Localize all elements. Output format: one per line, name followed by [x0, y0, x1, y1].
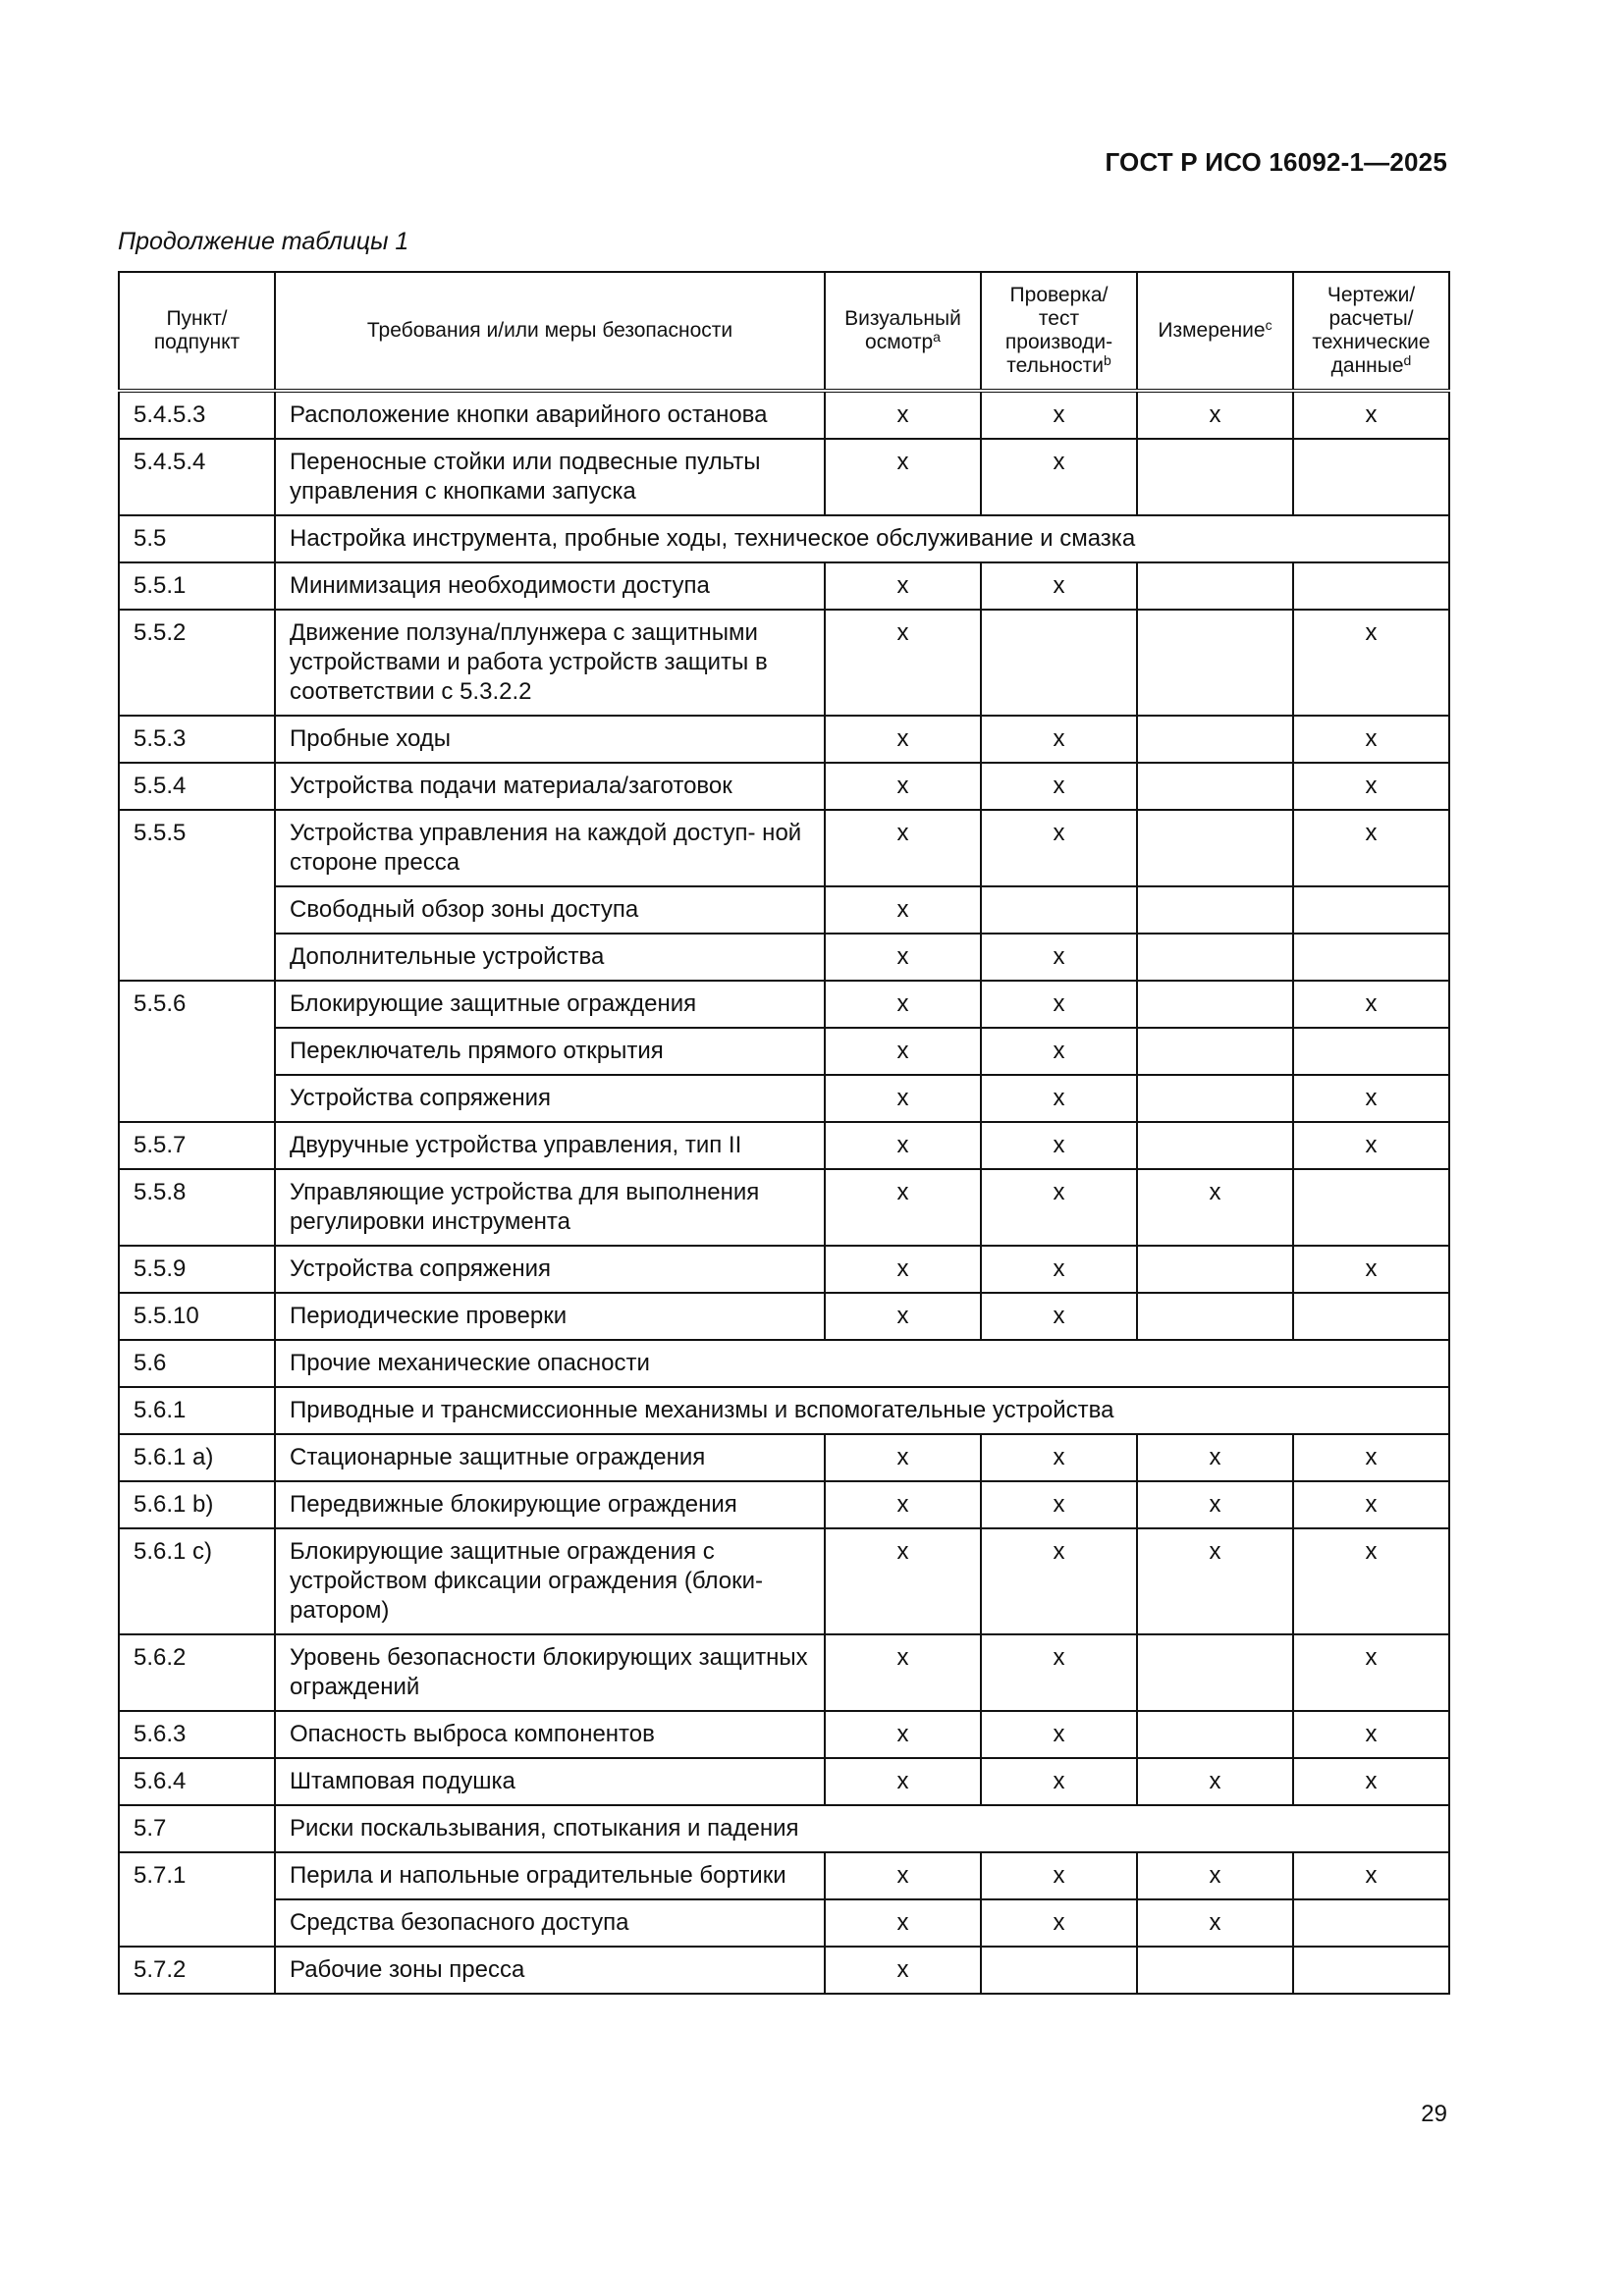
clause-number-cell: 5.7.1: [119, 1852, 275, 1947]
column-header-text: Визуальный осмотр: [844, 307, 961, 353]
check-mark-cell: x: [1293, 1634, 1449, 1711]
table-row: [119, 515, 1449, 562]
check-mark-cell: [1137, 1075, 1293, 1122]
page-number: 29: [1421, 2101, 1447, 2127]
check-mark-cell: [1137, 1293, 1293, 1340]
check-mark-cell: [1293, 1899, 1449, 1947]
clause-number-cell: 5.6: [119, 1340, 275, 1387]
column-header-text: Чертежи/ расчеты/ технические данные: [1312, 284, 1431, 377]
check-mark-cell: [1137, 610, 1293, 716]
check-mark-cell: x: [1293, 1758, 1449, 1805]
column-header-text: Измерение: [1158, 319, 1266, 342]
table-row: [119, 1758, 1449, 1805]
check-mark-cell: x: [981, 934, 1137, 981]
clause-number-cell: 5.4.5.3: [119, 391, 275, 439]
check-mark-cell: [1137, 981, 1293, 1028]
footnote-marker: b: [1103, 352, 1111, 368]
requirement-cell: Переносные стойки или подвесные пульты управления с кнопками запуска: [275, 439, 825, 515]
column-header-text: Требования и/или меры безопасности: [366, 319, 733, 342]
section-title-cell: Настройка инструмента, пробные ходы, техническое обслуживание и смазка: [275, 515, 1449, 562]
clause-number-cell: 5.5.7: [119, 1122, 275, 1169]
table-row: [119, 810, 1449, 886]
check-mark-cell: x: [1137, 1758, 1293, 1805]
check-mark-cell: x: [981, 981, 1137, 1028]
requirement-cell: Уровень безопасности блокирующих защитных ограждений: [275, 1634, 825, 1711]
check-mark-cell: [1137, 716, 1293, 763]
table-row: [119, 562, 1449, 610]
requirement-cell: Опасность выброса компонентов: [275, 1711, 825, 1758]
clause-number-cell: 5.5.4: [119, 763, 275, 810]
requirement-cell: Свободный обзор зоны доступа: [275, 886, 825, 934]
check-mark-cell: x: [825, 716, 981, 763]
check-mark-cell: x: [981, 716, 1137, 763]
check-mark-cell: x: [1137, 1528, 1293, 1634]
check-mark-cell: x: [1293, 1075, 1449, 1122]
clause-number-cell: 5.7.2: [119, 1947, 275, 1994]
check-mark-cell: x: [981, 1293, 1137, 1340]
clause-number-cell: 5.6.1 b): [119, 1481, 275, 1528]
check-mark-cell: [1137, 934, 1293, 981]
check-mark-cell: x: [981, 1634, 1137, 1711]
footnote-marker: c: [1265, 317, 1272, 333]
check-mark-cell: x: [1293, 763, 1449, 810]
table-row: [119, 934, 1449, 981]
check-mark-cell: x: [825, 1122, 981, 1169]
table-row: [119, 391, 1449, 439]
check-mark-cell: x: [825, 1434, 981, 1481]
check-mark-cell: [981, 1947, 1137, 1994]
check-mark-cell: [1293, 1947, 1449, 1994]
requirement-cell: Устройства сопряжения: [275, 1075, 825, 1122]
check-mark-cell: [981, 610, 1137, 716]
check-mark-cell: x: [1293, 1246, 1449, 1293]
check-mark-cell: [1137, 562, 1293, 610]
clause-number-cell: 5.5.10: [119, 1293, 275, 1340]
requirement-cell: Стационарные защитные ограждения: [275, 1434, 825, 1481]
check-mark-cell: x: [825, 1293, 981, 1340]
table-row: [119, 1947, 1449, 1994]
table-row: [119, 981, 1449, 1028]
check-mark-cell: [1293, 1293, 1449, 1340]
check-mark-cell: x: [981, 1246, 1137, 1293]
clause-number-cell: 5.6.1 c): [119, 1528, 275, 1634]
check-mark-cell: [1293, 1169, 1449, 1246]
column-header: [275, 272, 825, 391]
check-mark-cell: [1137, 763, 1293, 810]
table-caption: Продолжение таблицы 1: [118, 228, 409, 255]
table-header-row: [119, 272, 1449, 391]
table-body: [119, 391, 1449, 1994]
clause-number-cell: 5.5.9: [119, 1246, 275, 1293]
table-row: [119, 1169, 1449, 1246]
check-mark-cell: x: [1293, 1852, 1449, 1899]
check-mark-cell: [1137, 1028, 1293, 1075]
check-mark-cell: [1293, 934, 1449, 981]
table-row: [119, 763, 1449, 810]
check-mark-cell: x: [825, 1947, 981, 1994]
check-mark-cell: x: [981, 810, 1137, 886]
check-mark-cell: [1137, 1634, 1293, 1711]
check-mark-cell: x: [1137, 1899, 1293, 1947]
check-mark-cell: x: [981, 1169, 1137, 1246]
check-mark-cell: x: [1293, 391, 1449, 439]
clause-number-cell: 5.5.5: [119, 810, 275, 981]
check-mark-cell: [1137, 1122, 1293, 1169]
check-mark-cell: x: [981, 1434, 1137, 1481]
requirement-cell: Дополнительные устройства: [275, 934, 825, 981]
table-row: [119, 1340, 1449, 1387]
clause-number-cell: 5.5.8: [119, 1169, 275, 1246]
check-mark-cell: [1137, 886, 1293, 934]
table-row: [119, 1028, 1449, 1075]
check-mark-cell: x: [1137, 1852, 1293, 1899]
table-row: [119, 1711, 1449, 1758]
clause-number-cell: 5.5.3: [119, 716, 275, 763]
clause-number-cell: 5.6.4: [119, 1758, 275, 1805]
check-mark-cell: [1137, 1711, 1293, 1758]
check-mark-cell: x: [825, 391, 981, 439]
check-mark-cell: [1293, 562, 1449, 610]
check-mark-cell: x: [825, 1899, 981, 1947]
column-header-text: Пункт/ подпункт: [153, 307, 241, 353]
check-mark-cell: x: [1293, 716, 1449, 763]
check-mark-cell: x: [1293, 1122, 1449, 1169]
clause-number-cell: 5.7: [119, 1805, 275, 1852]
table-row: [119, 1899, 1449, 1947]
check-mark-cell: x: [981, 1852, 1137, 1899]
requirement-cell: Устройства управления на каждой доступ- ной стороне пресса: [275, 810, 825, 886]
requirement-cell: Штамповая подушка: [275, 1758, 825, 1805]
clause-number-cell: 5.4.5.4: [119, 439, 275, 515]
clause-number-cell: 5.6.1: [119, 1387, 275, 1434]
table-row: [119, 1805, 1449, 1852]
check-mark-cell: x: [1293, 810, 1449, 886]
section-title-cell: Прочие механические опасности: [275, 1340, 1449, 1387]
requirement-cell: Средства безопасного доступа: [275, 1899, 825, 1947]
table-row: [119, 1387, 1449, 1434]
footnote-marker: d: [1403, 352, 1412, 368]
check-mark-cell: x: [825, 562, 981, 610]
section-title-cell: Приводные и трансмиссионные механизмы и вспомогательные устройства: [275, 1387, 1449, 1434]
check-mark-cell: x: [1293, 1434, 1449, 1481]
check-mark-cell: [1293, 1028, 1449, 1075]
check-mark-cell: [1293, 886, 1449, 934]
requirement-cell: Управляющие устройства для выполнения регулировки инструмента: [275, 1169, 825, 1246]
requirement-cell: Передвижные блокирующие ограждения: [275, 1481, 825, 1528]
check-mark-cell: x: [981, 562, 1137, 610]
requirement-cell: Перила и напольные оградительные бортики: [275, 1852, 825, 1899]
check-mark-cell: [981, 886, 1137, 934]
table-row: [119, 1434, 1449, 1481]
check-mark-cell: x: [981, 1528, 1137, 1634]
check-mark-cell: x: [981, 439, 1137, 515]
clause-number-cell: 5.5: [119, 515, 275, 562]
clause-number-cell: 5.5.6: [119, 981, 275, 1122]
requirement-cell: Минимизация необходимости доступа: [275, 562, 825, 610]
check-mark-cell: x: [981, 1758, 1137, 1805]
column-header: [825, 272, 981, 391]
check-mark-cell: [1137, 1947, 1293, 1994]
check-mark-cell: x: [825, 1246, 981, 1293]
clause-number-cell: 5.5.1: [119, 562, 275, 610]
requirement-cell: Устройства сопряжения: [275, 1246, 825, 1293]
check-mark-cell: x: [825, 1028, 981, 1075]
footnote-marker: a: [933, 329, 941, 345]
document-code: ГОСТ Р ИСО 16092-1—2025: [1105, 147, 1447, 177]
clause-number-cell: 5.6.2: [119, 1634, 275, 1711]
table-row: [119, 716, 1449, 763]
check-mark-cell: x: [1293, 981, 1449, 1028]
check-mark-cell: [1137, 1246, 1293, 1293]
check-mark-cell: x: [825, 1528, 981, 1634]
requirement-cell: Устройства подачи материала/заготовок: [275, 763, 825, 810]
table-row: [119, 886, 1449, 934]
check-mark-cell: x: [1137, 1434, 1293, 1481]
section-title-cell: Риски поскальзывания, спотыкания и падения: [275, 1805, 1449, 1852]
check-mark-cell: x: [1137, 1481, 1293, 1528]
check-mark-cell: x: [981, 1122, 1137, 1169]
column-header: [1137, 272, 1293, 391]
requirement-cell: Блокирующие защитные ограждения с устройством фиксации ограждения (блоки- ратором): [275, 1528, 825, 1634]
clause-number-cell: 5.5.2: [119, 610, 275, 716]
check-mark-cell: x: [825, 1075, 981, 1122]
check-mark-cell: x: [825, 810, 981, 886]
check-mark-cell: x: [825, 610, 981, 716]
check-mark-cell: x: [825, 981, 981, 1028]
check-mark-cell: x: [981, 1711, 1137, 1758]
check-mark-cell: x: [825, 886, 981, 934]
check-mark-cell: x: [981, 391, 1137, 439]
check-mark-cell: x: [981, 1075, 1137, 1122]
requirements-table: [118, 271, 1450, 1995]
check-mark-cell: x: [981, 763, 1137, 810]
check-mark-cell: x: [981, 1481, 1137, 1528]
table-row: [119, 1122, 1449, 1169]
table-row: [119, 1528, 1449, 1634]
check-mark-cell: x: [1293, 1528, 1449, 1634]
requirement-cell: Движение ползуна/плунжера с защитными устройствами и работа устройств защиты в соответствии с 5.3.2.2: [275, 610, 825, 716]
check-mark-cell: [1137, 810, 1293, 886]
requirement-cell: Переключатель прямого открытия: [275, 1028, 825, 1075]
check-mark-cell: [1137, 439, 1293, 515]
column-header-text: Проверка/ тест производи- тельности: [1004, 284, 1113, 377]
table-row: [119, 1075, 1449, 1122]
check-mark-cell: x: [1293, 1711, 1449, 1758]
table-row: [119, 610, 1449, 716]
check-mark-cell: x: [825, 934, 981, 981]
requirement-cell: Блокирующие защитные ограждения: [275, 981, 825, 1028]
check-mark-cell: [1293, 439, 1449, 515]
check-mark-cell: x: [981, 1028, 1137, 1075]
requirement-cell: Рабочие зоны пресса: [275, 1947, 825, 1994]
check-mark-cell: x: [825, 1758, 981, 1805]
check-mark-cell: x: [1137, 1169, 1293, 1246]
requirement-cell: Расположение кнопки аварийного останова: [275, 391, 825, 439]
table-row: [119, 1634, 1449, 1711]
check-mark-cell: x: [825, 763, 981, 810]
table-row: [119, 439, 1449, 515]
table-row: [119, 1246, 1449, 1293]
table-row: [119, 1293, 1449, 1340]
check-mark-cell: x: [825, 439, 981, 515]
table-row: [119, 1481, 1449, 1528]
check-mark-cell: x: [1293, 610, 1449, 716]
check-mark-cell: x: [825, 1634, 981, 1711]
requirement-cell: Пробные ходы: [275, 716, 825, 763]
check-mark-cell: x: [825, 1481, 981, 1528]
check-mark-cell: x: [825, 1169, 981, 1246]
check-mark-cell: x: [1137, 391, 1293, 439]
check-mark-cell: x: [981, 1899, 1137, 1947]
column-header: [119, 272, 275, 391]
check-mark-cell: x: [1293, 1481, 1449, 1528]
column-header: [1293, 272, 1449, 391]
clause-number-cell: 5.6.3: [119, 1711, 275, 1758]
requirement-cell: Двуручные устройства управления, тип II: [275, 1122, 825, 1169]
check-mark-cell: x: [825, 1852, 981, 1899]
clause-number-cell: 5.6.1 a): [119, 1434, 275, 1481]
table-row: [119, 1852, 1449, 1899]
column-header: [981, 272, 1137, 391]
requirement-cell: Периодические проверки: [275, 1293, 825, 1340]
check-mark-cell: x: [825, 1711, 981, 1758]
